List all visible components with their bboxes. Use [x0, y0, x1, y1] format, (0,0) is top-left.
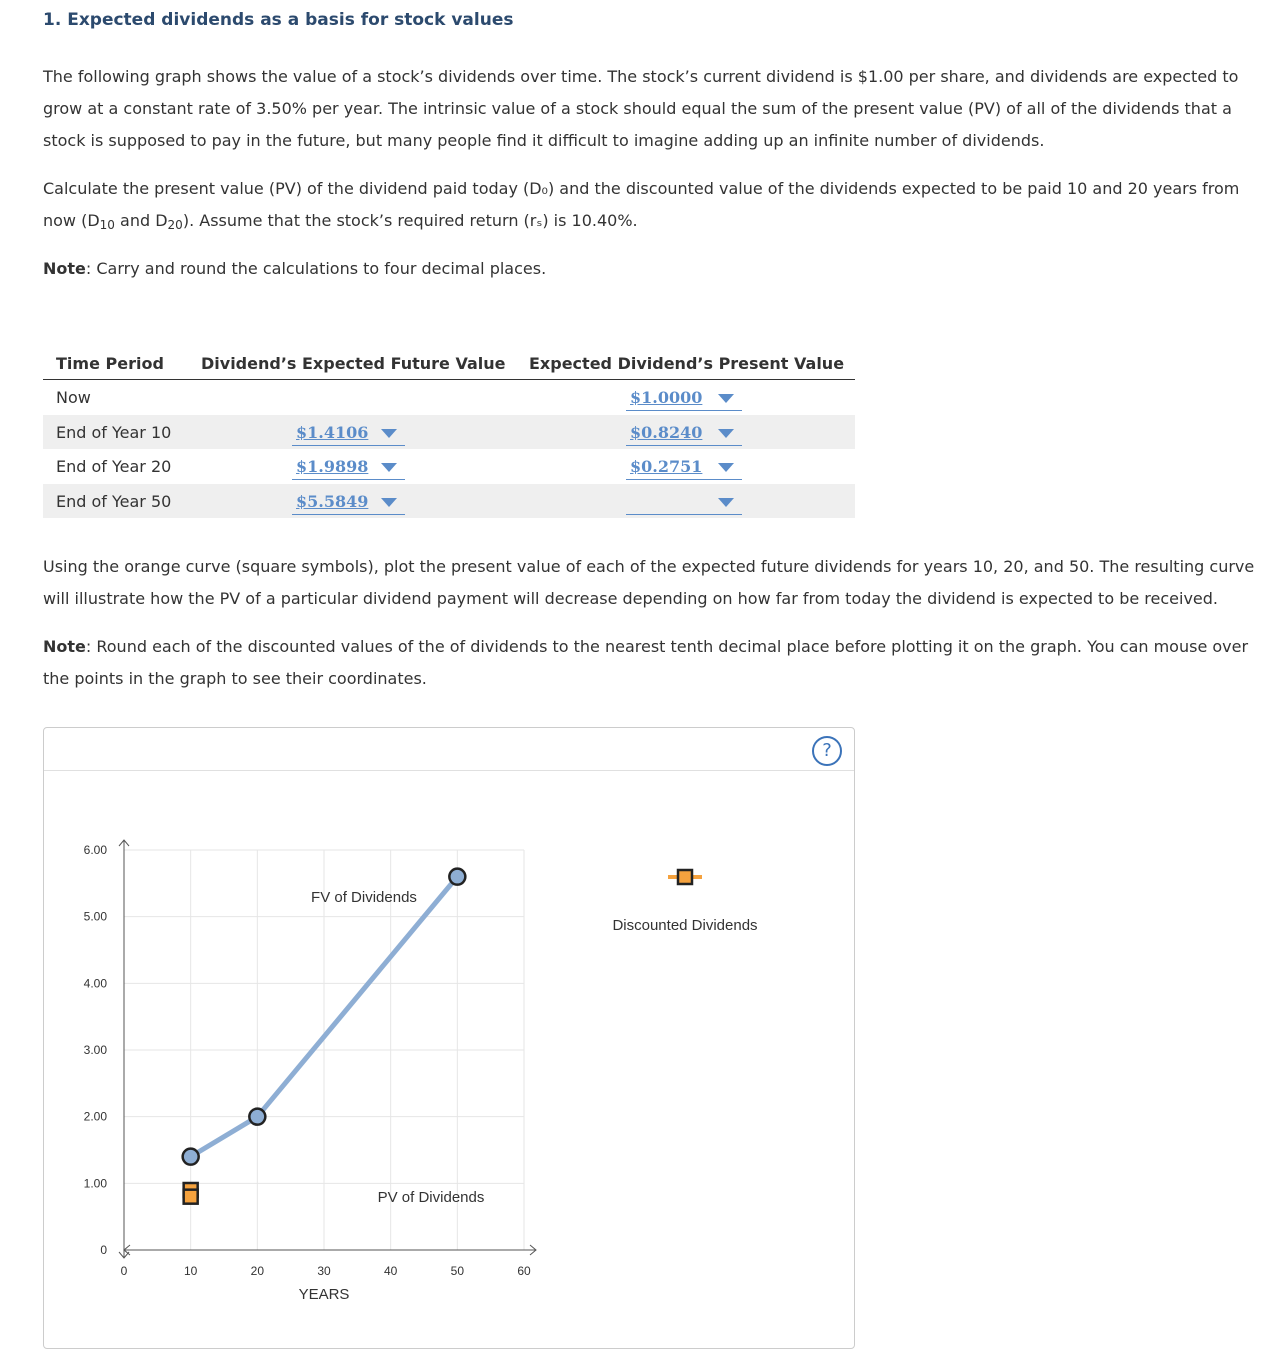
- calc-paragraph: [43, 173, 1239, 237]
- fv-dropdown-year10[interactable]: [292, 420, 405, 446]
- dropdown-value: $0.8240: [630, 422, 703, 442]
- dropdown-value: $1.0000: [630, 388, 703, 407]
- caret-down-icon: [718, 463, 734, 472]
- instruction-line: will illustrate how the PV of a particular dividend payment will decrease depending on how far from today the dividend is expected to be received.: [43, 589, 1218, 608]
- note-line: the points in the graph to see their coordinates.: [43, 669, 427, 688]
- caret-down-icon: [718, 429, 734, 438]
- x-tick-label: 20: [250, 1264, 265, 1278]
- dropdown-value: $0.2751: [630, 457, 703, 476]
- note-text: : Carry and round the calculations to four decimal places.: [85, 259, 547, 278]
- row-label: Now: [56, 388, 91, 407]
- dropdown-value: $1.4106: [296, 422, 369, 442]
- fv-point: [249, 1109, 265, 1125]
- pv-curve-label: PV of Dividends: [377, 1189, 485, 1206]
- row-label: End of Year 20: [56, 457, 172, 476]
- y-tick-label: 0: [100, 1243, 107, 1257]
- y-tick-label: 4.00: [83, 976, 107, 991]
- intro-line: grow at a constant rate of 3.50% per year. The intrinsic value of a stock should equal the sum of the present value (PV) of all of the dividends that a: [43, 99, 1232, 118]
- dropdown-value: $5.5849: [296, 491, 369, 511]
- table-row: [43, 415, 855, 450]
- dividend-chart: [44, 728, 854, 1328]
- discounted-dividends-tool[interactable]: [668, 870, 702, 884]
- y-tick-label: 3.00: [83, 1043, 107, 1057]
- pv-dropdown-year50[interactable]: [626, 489, 742, 515]
- intro-line: stock is supposed to pay in the future, but many people find it difficult to imagine adding up an infinite number of dividends.: [43, 131, 1045, 150]
- dropdown-value: $1.9898: [296, 457, 369, 476]
- header-time-period: Time Period: [56, 354, 164, 373]
- caret-down-icon: [718, 394, 734, 403]
- note-label: Note: [43, 637, 86, 656]
- y-tick-label: 1.00: [83, 1176, 107, 1191]
- note-label: Note: [43, 259, 86, 278]
- y-tick-label: 5.00: [83, 909, 107, 924]
- fv-dropdown-year20[interactable]: [292, 454, 405, 480]
- legend-label: Discounted Dividends: [612, 917, 758, 934]
- row-label: End of Year 50: [56, 491, 172, 511]
- note-plotting: [43, 631, 1248, 695]
- y-tick-label: 2.00: [83, 1109, 107, 1124]
- calc-line: now ($D_{10}$ and $D_{20}$). Assume that the stock’s required return (rₛ) is 10.40%.: [43, 211, 638, 232]
- fv-curve-label: FV of Dividends: [311, 889, 417, 906]
- pv-point: [184, 1190, 198, 1204]
- legend-square-icon: [678, 870, 692, 884]
- x-tick-label: 30: [317, 1264, 331, 1278]
- x-axis-label: YEARS: [298, 1286, 350, 1303]
- x-tick-label: 10: [183, 1264, 198, 1278]
- pv-dropdown-now[interactable]: [626, 385, 742, 411]
- question-title: 1. Expected dividends as a basis for stock values: [43, 10, 514, 30]
- note-line: Note: Round each of the discounted values of the of dividends to the nearest tenth decimal place before plotting it on the graph. You can mouse over: [43, 637, 1249, 656]
- header-present-value: Expected Dividend’s Present Value: [529, 354, 845, 373]
- caret-down-icon: [381, 429, 397, 438]
- x-tick-label: 50: [450, 1264, 465, 1278]
- caret-down-icon: [381, 498, 397, 507]
- plot-instructions: [43, 551, 1254, 615]
- fv-point: [183, 1149, 199, 1165]
- fv-dropdown-year50[interactable]: [292, 489, 405, 515]
- note-rounding: [43, 253, 546, 285]
- pv-dropdown-year10[interactable]: [626, 420, 742, 446]
- y-tick-label: 6.00: [83, 843, 107, 857]
- table-row: [43, 449, 855, 484]
- row-label: End of Year 10: [56, 422, 172, 442]
- table-row: [43, 380, 855, 415]
- help-icon[interactable]: ?: [812, 736, 842, 766]
- intro-line: The following graph shows the value of a stock’s dividends over time. The stock’s current dividend is $1.00 per share, and dividends are expected to: [43, 67, 1239, 86]
- x-tick-label: 60: [517, 1264, 531, 1278]
- fv-point: [449, 869, 465, 885]
- caret-down-icon: [381, 463, 397, 472]
- intro-paragraph: [43, 61, 1238, 157]
- x-tick-label: 40: [383, 1264, 398, 1278]
- caret-down-icon: [718, 498, 734, 507]
- header-future-value: Dividend’s Expected Future Value: [201, 354, 506, 373]
- table-header: [43, 346, 855, 380]
- calc-line: Calculate the present value (PV) of the dividend paid today (D₀) and the discounted value of the dividends expected to be paid 10 and 20 years from: [43, 179, 1240, 198]
- graph-panel: [43, 727, 855, 1349]
- x-tick-label: 0: [120, 1264, 128, 1278]
- dividend-table: [43, 346, 855, 518]
- instruction-line: Using the orange curve (square symbols), plot the present value of each of the expected future dividends for years 10, 20, and 50. The resulting curve: [43, 557, 1255, 576]
- table-row: [43, 484, 855, 519]
- pv-dropdown-year20[interactable]: [626, 454, 742, 480]
